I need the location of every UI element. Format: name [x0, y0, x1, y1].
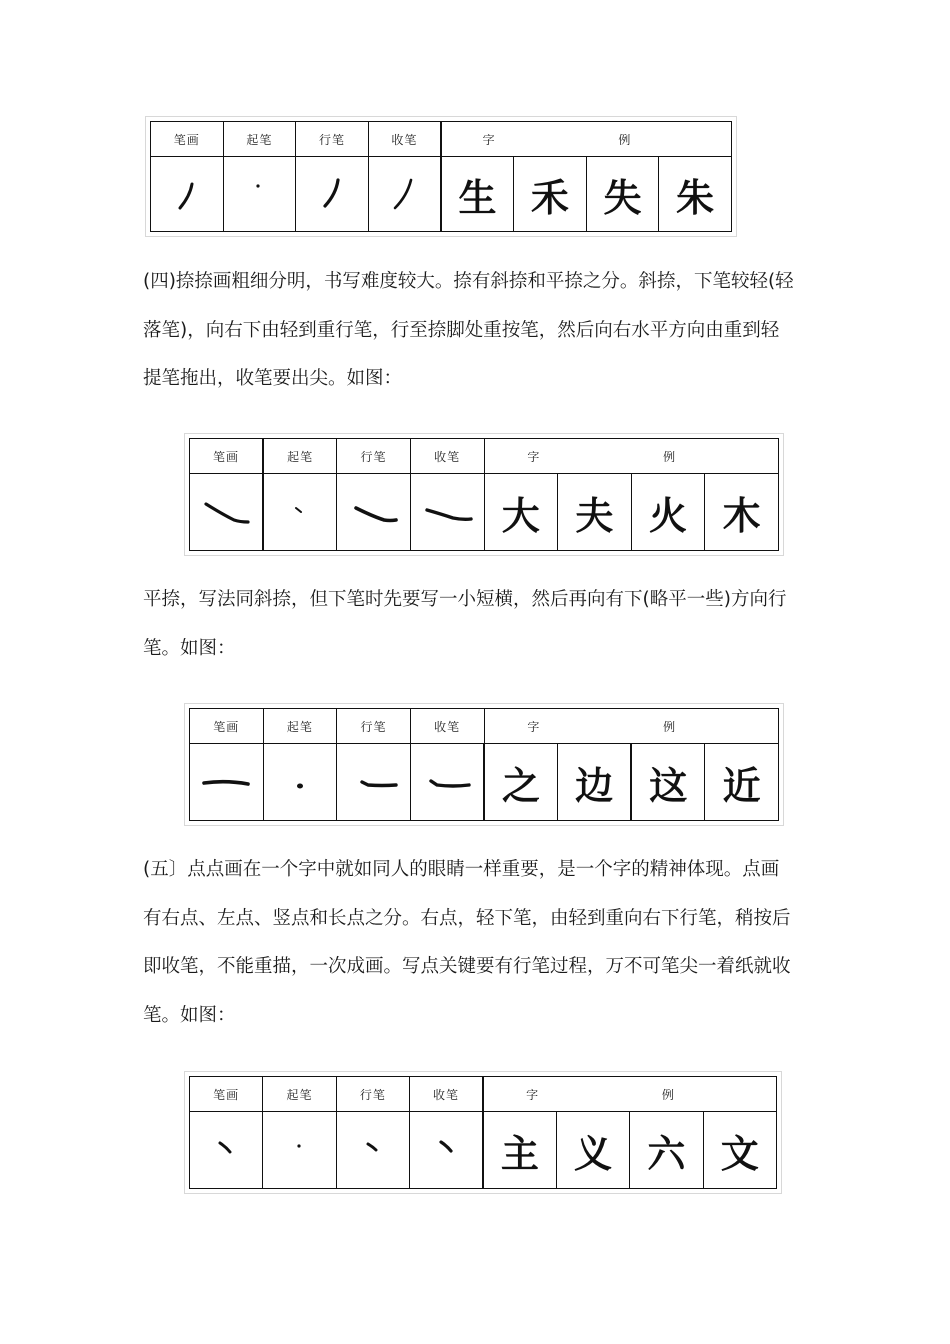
dot-start-icon [263, 744, 337, 821]
dot-start-icon [223, 157, 296, 232]
header-move: 行笔 [336, 1077, 409, 1112]
example-char: 近 [705, 744, 779, 821]
header-stroke: 笔画 [190, 709, 264, 744]
header-start: 起笔 [263, 439, 337, 474]
example-char: 生 [441, 157, 514, 232]
header-finish: 收笔 [368, 122, 441, 157]
example-char: 禾 [514, 157, 587, 232]
pie-move-icon [296, 157, 369, 232]
header-stroke: 笔画 [151, 122, 224, 157]
header-move: 行笔 [337, 709, 411, 744]
header-start: 起笔 [223, 122, 296, 157]
example-char: 义 [556, 1112, 629, 1189]
stroke-table-na [184, 433, 784, 556]
header-stroke: 笔画 [190, 439, 264, 474]
header-stroke: 笔画 [190, 1077, 263, 1112]
header-examples: 字 例 [441, 122, 732, 157]
pie-stroke-icon [151, 157, 224, 232]
paragraph-line: 提笔拖出，收笔要出尖。如图： [143, 368, 403, 389]
dot-start-icon [263, 1112, 336, 1189]
header-start: 起笔 [263, 709, 337, 744]
na-finish-icon [410, 474, 484, 551]
header-examples: 字 例 [484, 709, 779, 744]
example-char: 文 [703, 1112, 776, 1189]
header-move: 行笔 [296, 122, 369, 157]
dian-finish-icon [410, 1112, 483, 1189]
header-start: 起笔 [263, 1077, 336, 1112]
example-char: 之 [484, 744, 558, 821]
paragraph-na [143, 258, 813, 404]
paragraph-line: 即收笔，不能重描，一次成画。写点关键要有行笔过程，万不可笔尖一着纸就收 [143, 956, 791, 977]
example-char: 失 [586, 157, 659, 232]
header-finish: 收笔 [410, 709, 484, 744]
flat-na-move-icon [337, 744, 411, 821]
flat-na-stroke-icon [190, 744, 264, 821]
flat-na-finish-icon [410, 744, 484, 821]
pie-finish-icon [368, 157, 441, 232]
header-move: 行笔 [337, 439, 411, 474]
na-stroke-icon [190, 474, 264, 551]
paragraph-line: (五〕点点画在一个字中就如同人的眼睛一样重要，是一个字的精神体现。点画 [143, 859, 780, 880]
stroke-table-flat-na [184, 703, 784, 826]
header-finish: 收笔 [410, 439, 484, 474]
paragraph-line: 笔。如图： [143, 637, 236, 659]
dot-start-icon [263, 474, 337, 551]
paragraph-flat-na [143, 576, 813, 673]
example-char: 木 [705, 474, 779, 551]
example-char: 这 [631, 744, 705, 821]
paragraph-line: 笔。如图： [143, 1004, 236, 1026]
example-char: 大 [484, 474, 558, 551]
header-examples: 字 例 [483, 1077, 777, 1112]
example-char: 火 [631, 474, 705, 551]
example-char: 夫 [558, 474, 632, 551]
paragraph-line: 平捺，写法同斜捺，但下笔时先要写一小短横，然后再向有下(略平一些)方向行 [143, 589, 787, 610]
paragraph-line: (四)捺捺画粗细分明，书写难度较大。捺有斜捺和平捺之分。斜捺，下笔较轻(轻 [143, 271, 794, 292]
stroke-table-pie [145, 116, 737, 237]
paragraph-line: 落笔)，向右下由轻到重行笔，行至捺脚处重按笔，然后向右水平方向由重到轻 [143, 319, 780, 341]
example-char: 主 [483, 1112, 556, 1189]
dian-move-icon [336, 1112, 409, 1189]
example-char: 边 [558, 744, 632, 821]
paragraph-dian [143, 846, 813, 1040]
na-move-icon [337, 474, 411, 551]
paragraph-line: 有右点、左点、竖点和长点之分。右点，轻下笔，由轻到重向右下行笔，稍按后 [143, 907, 791, 929]
example-char: 朱 [659, 157, 732, 232]
header-examples: 字 例 [484, 439, 779, 474]
stroke-table-dian [184, 1071, 782, 1194]
dian-stroke-icon [190, 1112, 263, 1189]
example-char: 六 [630, 1112, 703, 1189]
header-finish: 收笔 [410, 1077, 483, 1112]
